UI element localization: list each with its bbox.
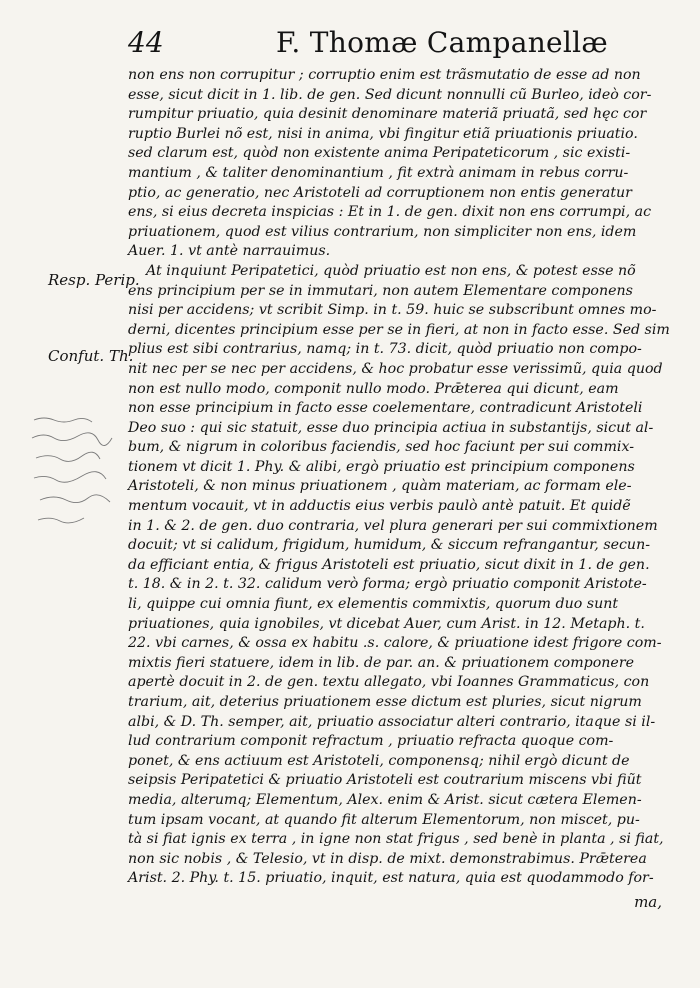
text-line: mentum vocauit, vt in adductis eius verbis paulò antè patuit. Et quidẽ [128, 498, 631, 515]
text-line: ens, si eius decreta inspicias : Et in 1. de gen. dixit non ens corrumpi, ac [128, 204, 652, 221]
text-line: 22. vbi carnes, & ossa ex habitu .s. calore, & priuatione idest frigore com- [128, 635, 662, 652]
text-line: apertè docuit in 2. de gen. textu allegato, vbi Ioannes Grammaticus, con [128, 674, 650, 691]
text-line: priuationem, quod est vilius contrarium, non simpliciter non ens, idem [128, 223, 637, 240]
text-line: non esse principium in facto esse coelementare, contradicunt Aristoteli [128, 400, 643, 417]
page-header [128, 26, 688, 66]
catchword: ma, [634, 893, 662, 911]
text-line: non ens non corrupitur ; corruptio enim est trãsmutatio de esse ad non [128, 67, 641, 83]
text-line: ens principium per se in immutari, non autem Elementare componens [128, 282, 633, 299]
text-line: sed clarum est, quòd non existente anima Peripateticorum , sic existi- [128, 145, 631, 162]
text-line: Auer. 1. vt antè narrauimus. [128, 243, 331, 260]
text-line: tionem vt dicit 1. Phy. & alibi, ergò priuatio est principium componens [128, 458, 635, 475]
text-line: bum, & nigrum in coloribus faciendis, sed hoc faciunt per sui commix- [128, 439, 634, 456]
text-line: plius est sibi contrarius, namq; in t. 73. dicit, quòd priuatio non compo- [128, 341, 642, 358]
text-line: mantium , & taliter denominantium , fit extrà animam in rebus corru- [128, 164, 629, 181]
text-line: Arist. 2. Phy. t. 15. priuatio, inquit, est natura, quia est quodammodo for- [128, 870, 654, 887]
text-line: At inquiunt Peripatetici, quòd priuatio est non ens, & potest esse nõ [146, 262, 636, 279]
text-line: albi, & D. Th. semper, ait, priuatio associatur alteri contrario, itaque si il- [128, 713, 656, 730]
text-line: priuationes, quia ignobiles, vt dicebat Auer, cum Arist. in 12. Metaph. t. [128, 615, 645, 632]
text-line: non est nullo modo, componit nullo modo. Prǣterea qui dicunt, eam [128, 380, 619, 397]
text-line: li, quippe cui omnia fiunt, ex elementis commixtis, quorum duo sunt [128, 596, 619, 613]
text-line: Deo suo : qui sic statuit, esse duo principia actiua in substantijs, sicut al- [128, 419, 654, 436]
page-number: 44 [128, 26, 164, 59]
main-text-block [128, 66, 686, 889]
text-line: lud contrarium componit refractum , priuatio refracta quoque com- [128, 733, 614, 750]
text-line: esse, sicut dicit in 1. lib. de gen. Sed dicunt nonnulli cũ Burleo, ideò cor- [128, 86, 652, 103]
running-head: F. Thomæ Campanellæ [276, 26, 609, 59]
text-line: trarium, ait, deterius priuationem esse dictum est pluries, sicut nigrum [128, 694, 642, 710]
text-line: rumpitur priuatio, quia desinit denominare materiã priuatã, sed hęc cor [128, 106, 647, 123]
text-line: in 1. & 2. de gen. duo contraria, vel plura generari per sui commixtionem [128, 517, 658, 534]
text-line: mixtis fieri statuere, idem in lib. de par. an. & priuationem componere [128, 654, 634, 671]
text-line: nit nec per se nec per accidens, & hoc probatur esse verissimũ, quia quod [128, 360, 663, 377]
handwritten-annotation [30, 412, 130, 534]
text-line: non sic nobis , & Telesio, vt in disp. de mixt. demonstrabimus. Prǣterea [128, 850, 647, 867]
text-line: ponet, & ens actiuum est Aristoteli, componensq; nihil ergò dicunt de [128, 752, 630, 769]
text-line: da efficiant entia, & frigus Aristoteli est priuatio, sicut dixit in 1. de gen. [128, 556, 650, 573]
text-line: ruptio Burlei nõ est, nisi in anima, vbi fingitur etiã priuationis priuatio. [128, 125, 638, 142]
text-line: derni, dicentes principium esse per se in fieri, at non in facto esse. Sed sim [128, 321, 670, 338]
margin-note-confut-th: Confut. Th. [48, 347, 134, 365]
text-line: t. 18. & in 2. t. 32. calidum verò forma; ergò priuatio componit Aristote- [128, 576, 647, 593]
text-line: seipsis Peripatetici & priuatio Aristoteli est coutrarium miscens vbi fiũt [128, 772, 642, 789]
text-line: media, alterumq; Elementum, Alex. enim & Arist. sicut cætera Elemen- [128, 791, 642, 808]
text-line: nisi per accidens; vt scribit Simp. in t. 59. huic se subscribunt omnes mo- [128, 302, 657, 319]
text-line: tum ipsam vocant, at quando fit alterum Elementorum, non miscet, pu- [128, 811, 640, 828]
text-line: tà si fiat ignis ex terra , in igne non stat frigus , sed benè in planta , si fiat, [128, 831, 664, 848]
margin-note-resp-perip: Resp. Perip. [48, 271, 140, 289]
text-line: ptio, ac generatio, nec Aristoteli ad corruptionem non entis generatur [128, 184, 632, 201]
text-line: docuit; vt si calidum, frigidum, humidum, & siccum refrangantur, secun- [128, 537, 651, 554]
text-line: Aristoteli, & non minus priuationem , quàm materiam, ac formam ele- [128, 478, 632, 495]
